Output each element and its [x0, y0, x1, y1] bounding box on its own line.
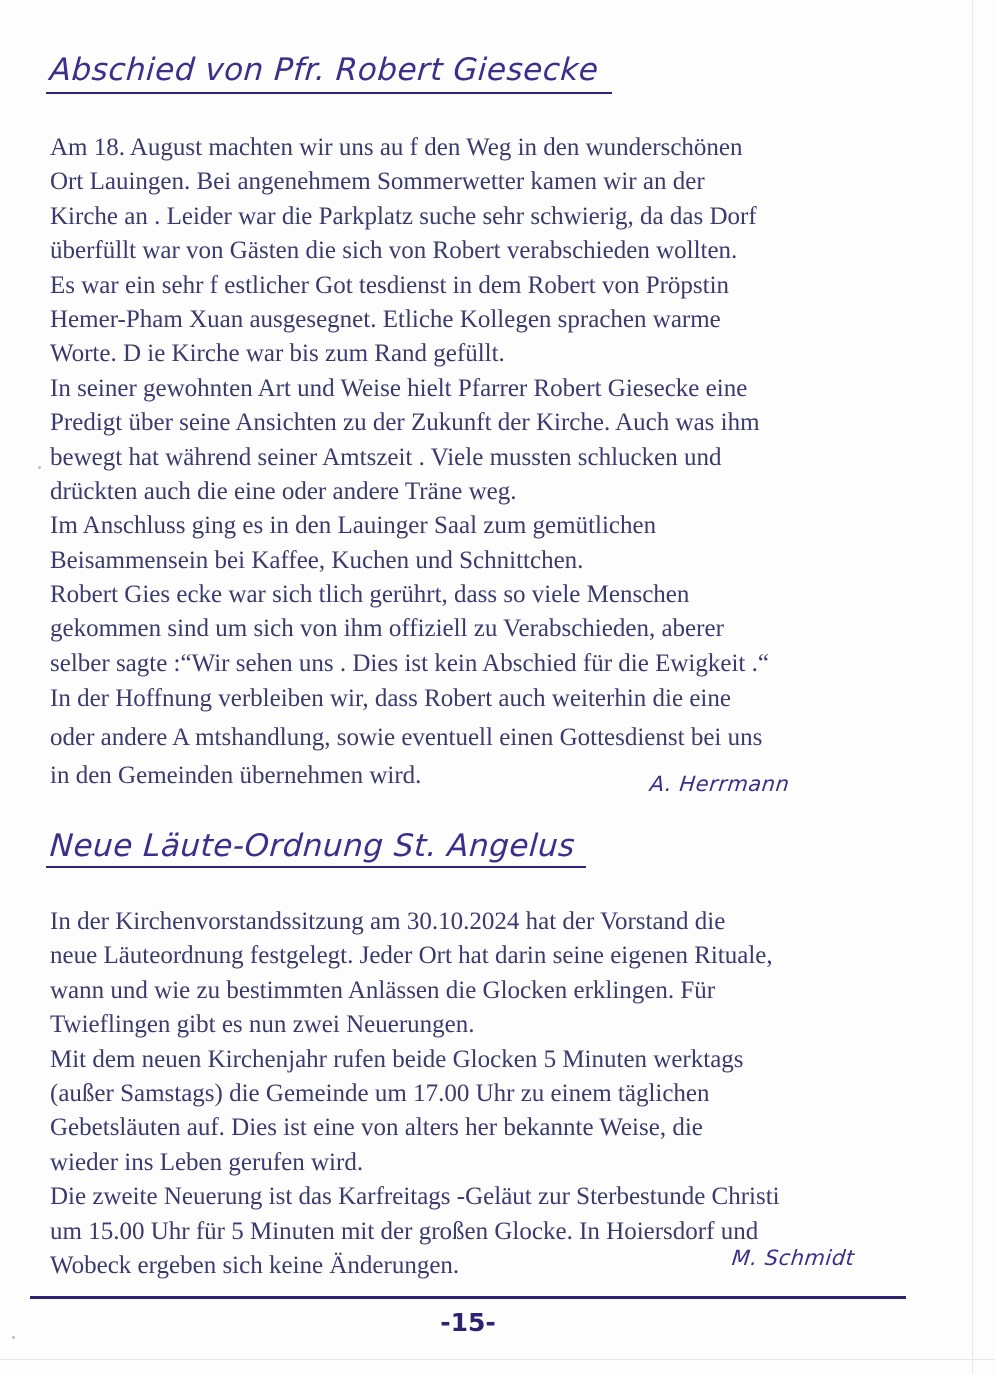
article2-line: Gebetsläuten auf. Dies ist eine von alters her bekannte Weise, die — [50, 1114, 703, 1142]
article2-line: neue Läuteordnung festgelegt. Jeder Ort hat darin seine eigenen Rituale, — [50, 942, 773, 970]
article2-line: um 15.00 Uhr für 5 Minuten mit der großen Glocke. In Hoiersdorf und — [50, 1217, 759, 1245]
article1-line: Worte. D ie Kirche war bis zum Rand gefüllt. — [50, 340, 505, 368]
article2-line: wann und wie zu bestimmten Anlässen die Glocken erklingen. Für — [50, 976, 716, 1004]
article1-line: überfüllt war von Gästen die sich von Robert verabschieden wollten. — [50, 237, 738, 265]
article1-line: Predigt über seine Ansichten zu der Zukunft der Kirche. Auch was ihm — [50, 409, 760, 437]
article2-signature: M. Schmidt — [730, 1246, 856, 1270]
article1-line: gekommen sind um sich von ihm offiziell zu Verabschieden, aberer — [50, 615, 724, 643]
article1-signature: A. Herrmann — [648, 772, 791, 796]
article2-line: wieder ins Leben gerufen wird. — [50, 1148, 364, 1176]
article1-line: drückten auch die eine oder andere Träne weg. — [50, 477, 517, 505]
article1-body — [50, 131, 900, 794]
article1-line: oder andere A mtshandlung, sowie eventuell einen Gottesdienst bei uns — [50, 724, 763, 752]
article1-line: Am 18. August machten wir uns au f den Weg in den wunderschönen — [50, 134, 743, 161]
article1-line: selber sagte :“Wir sehen uns . Dies ist kein Abschied für die Ewigkeit .“ — [50, 649, 769, 677]
scan-speck — [12, 1336, 15, 1339]
article1-line: Robert Gies ecke war sich tlich gerührt, dass so viele Menschen — [50, 581, 690, 609]
article1-line: bewegt hat während seiner Amtszeit . Viele mussten schlucken und — [50, 443, 722, 471]
page-edge-bottom — [0, 1359, 995, 1360]
scan-speck — [38, 466, 41, 469]
article2-line: Mit dem neuen Kirchenjahr rufen beide Glocken 5 Minuten werktags — [50, 1045, 744, 1073]
article2-line: (außer Samstags) die Gemeinde um 17.00 Uhr zu einem täglichen — [50, 1079, 710, 1107]
page-edge-right — [972, 0, 973, 1374]
article2-body — [50, 905, 900, 1283]
footer-rule — [30, 1296, 906, 1299]
article1-line: Hemer-Pham Xuan ausgesegnet. Etliche Kollegen sprachen warme — [50, 305, 721, 333]
article1-line: Im Anschluss ging es in den Lauinger Saal zum gemütlichen — [50, 512, 657, 540]
article1-line: Beisammensein bei Kaffee, Kuchen und Schnittchen. — [50, 546, 584, 574]
article1-line: In der Hoffnung verbleiben wir, dass Robert auch weiterhin die eine — [50, 685, 731, 713]
article2-line: Die zweite Neuerung ist das Karfreitags -Geläut zur Sterbestunde Christi — [50, 1183, 780, 1211]
article2-line: Wobeck ergeben sich keine Änderungen. — [50, 1251, 460, 1279]
article2-title: Neue Läute-Ordnung St. Angelus — [48, 828, 577, 864]
article1-line: In seiner gewohnten Art und Weise hielt Pfarrer Robert Giesecke eine — [50, 374, 748, 402]
article2-line: Twieflingen gibt es nun zwei Neuerungen. — [50, 1011, 475, 1039]
article2-title-underline — [46, 866, 586, 868]
article2-line: In der Kirchenvorstandssitzung am 30.10.2024 hat der Vorstand die — [50, 908, 726, 935]
article1-line: Ort Lauingen. Bei angenehmem Sommerwetter kamen wir an der — [50, 168, 705, 196]
article1-title-underline — [46, 92, 612, 94]
page-number: -15- — [440, 1308, 496, 1337]
article1-line: Kirche an . Leider war die Parkplatz suche sehr schwierig, da das Dorf — [50, 202, 757, 230]
article1-line: Es war ein sehr f estlicher Got tesdienst in dem Robert von Pröpstin — [50, 271, 730, 299]
article1-line: in den Gemeinden übernehmen wird. — [50, 762, 422, 790]
article1-title: Abschied von Pfr. Robert Giesecke — [48, 52, 600, 88]
